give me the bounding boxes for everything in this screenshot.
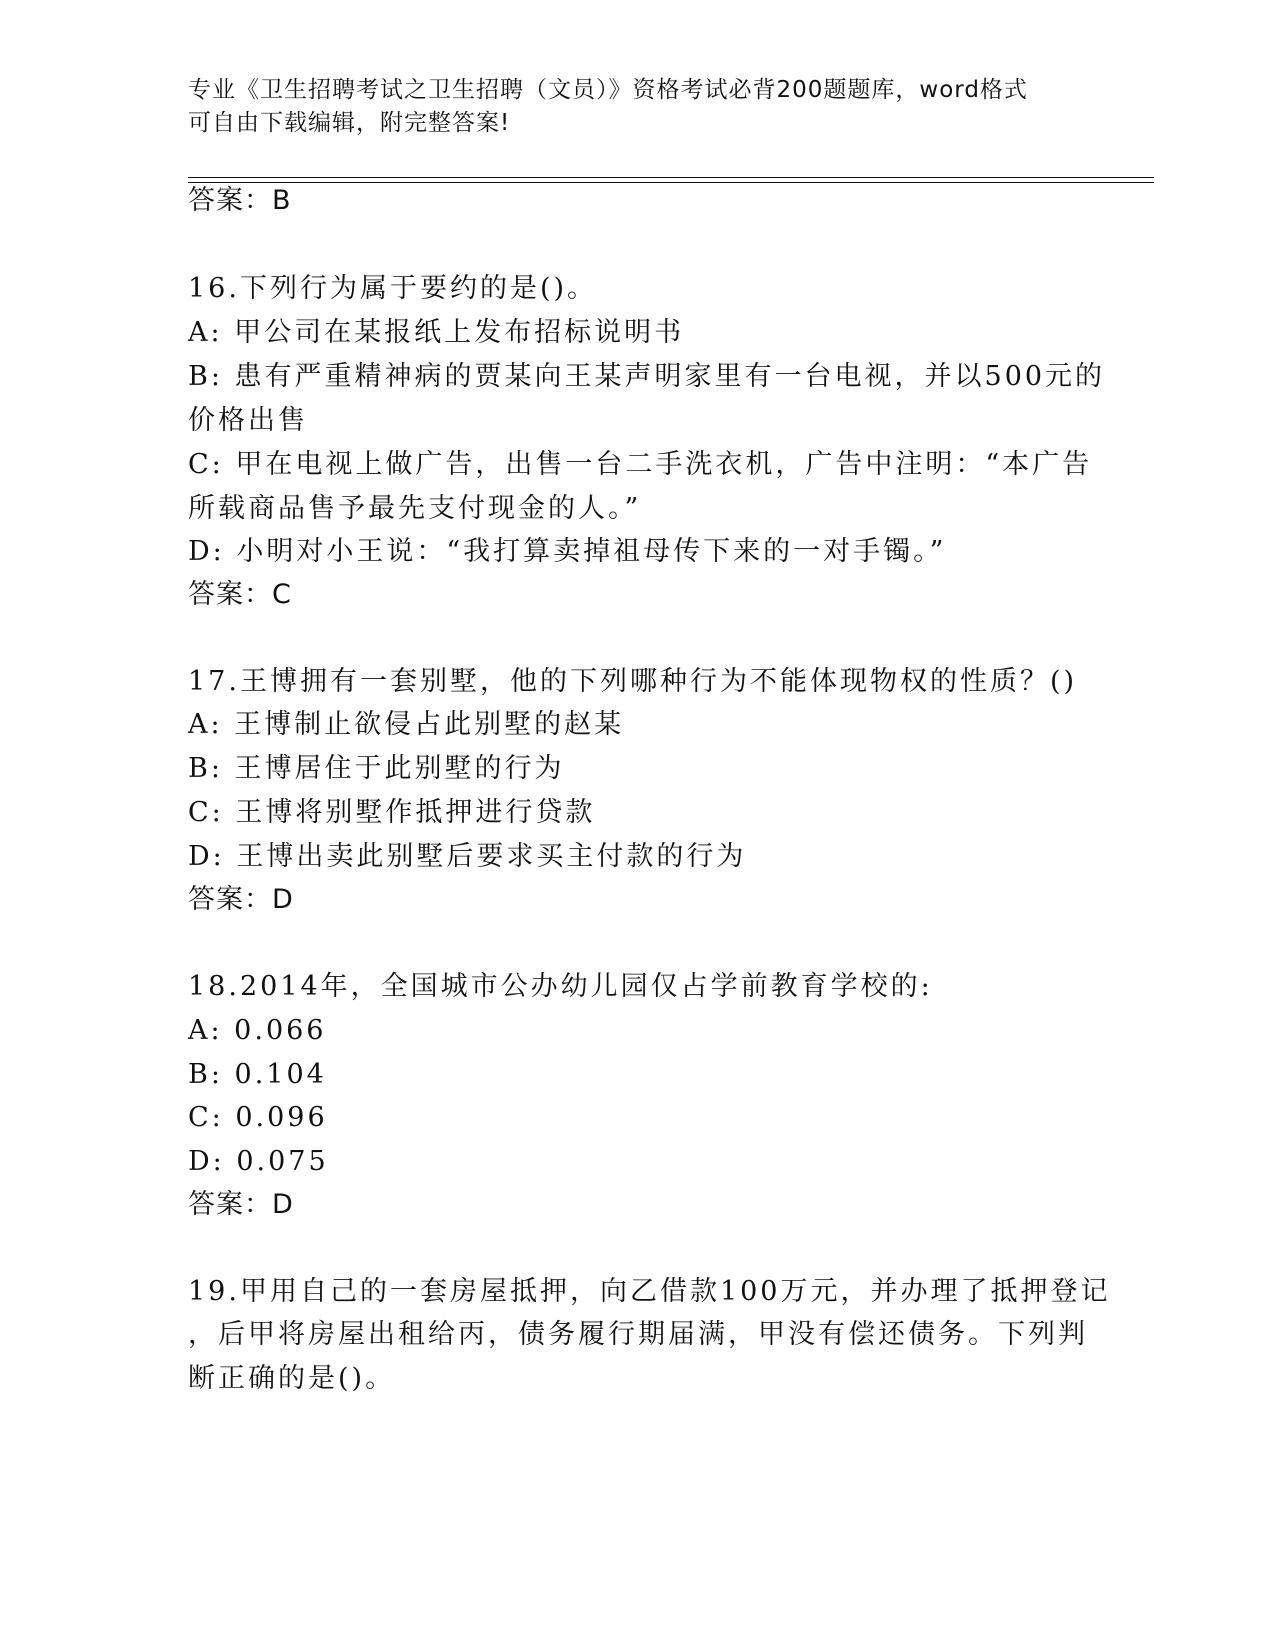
header-line-1: 专业《卫生招聘考试之卫生招聘（文员）》资格考试必背200题题库，word格式	[188, 77, 1028, 103]
answer-prev: 答案：B	[188, 185, 292, 216]
question-16-option-d: D: 小明对小王说：“我打算卖掉祖母传下来的一对手镯。”	[188, 536, 947, 567]
header-line-2: 可自由下载编辑，附完整答案!	[188, 110, 511, 136]
question-17-stem: 17.王博拥有一套别墅，他的下列哪种行为不能体现物权的性质？()	[188, 666, 1078, 697]
question-16-option-a: A: 甲公司在某报纸上发布招标说明书	[188, 317, 685, 348]
question-16-option-c-cont: 所载商品售予最先支付现金的人。”	[188, 493, 642, 524]
question-18-stem: 18.2014年，全国城市公办幼儿园仅占学前教育学校的:	[188, 971, 933, 1002]
question-19-stem-line-2: ，后甲将房屋出租给丙，债务履行期届满，甲没有偿还债务。下列判	[188, 1319, 1088, 1350]
question-19-stem-line-3: 断正确的是()。	[188, 1363, 396, 1394]
question-18-option-b: B: 0.104	[188, 1059, 327, 1090]
question-17-option-d: D: 王博出卖此别墅后要求买主付款的行为	[188, 841, 747, 872]
question-18-answer: 答案：D	[188, 1189, 294, 1220]
header-divider-top	[188, 177, 1154, 178]
document-header	[188, 74, 1088, 140]
question-17-option-b: B: 王博居住于此别墅的行为	[188, 753, 565, 784]
question-17-answer: 答案：D	[188, 884, 294, 915]
question-16-stem: 16.下列行为属于要约的是()。	[188, 273, 598, 304]
question-16-option-b: B: 患有严重精神病的贾某向王某声明家里有一台电视，并以500元的	[188, 361, 1106, 392]
question-18-option-d: D: 0.075	[188, 1146, 329, 1177]
header-divider-bottom	[188, 182, 1154, 183]
question-19-stem-line-1: 19.甲用自己的一套房屋抵押，向乙借款100万元，并办理了抵押登记	[188, 1276, 1111, 1307]
question-16-answer: 答案：C	[188, 579, 292, 610]
question-16-option-c: C: 甲在电视上做广告，出售一台二手洗衣机，广告中注明：“本广告	[188, 449, 1093, 480]
question-17-option-c: C: 王博将别墅作抵押进行贷款	[188, 797, 596, 828]
question-18-option-a: A: 0.066	[188, 1015, 327, 1046]
question-17-option-a: A: 王博制止欲侵占此别墅的赵某	[188, 709, 625, 740]
question-16-option-b-cont: 价格出售	[188, 405, 308, 436]
question-18-option-c: C: 0.096	[188, 1102, 328, 1133]
